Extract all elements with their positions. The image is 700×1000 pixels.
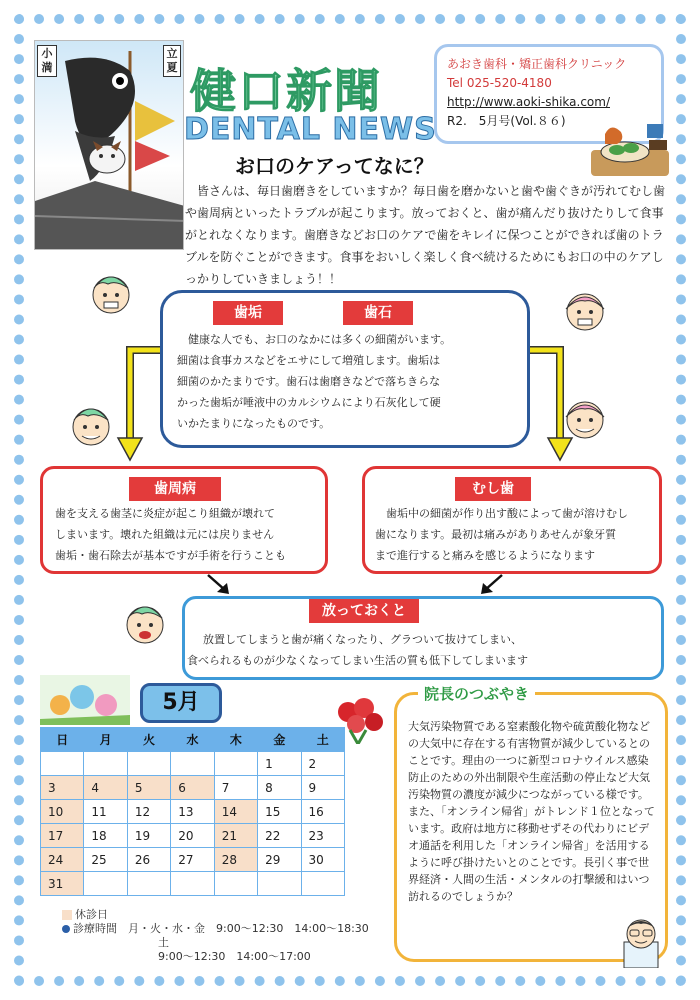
day-cell bbox=[84, 872, 127, 896]
boy-face-icon bbox=[66, 400, 116, 450]
dentist-icon bbox=[616, 912, 666, 968]
day-cell: 15 bbox=[258, 800, 301, 824]
calendar-week-row bbox=[41, 824, 345, 848]
day-cell: 16 bbox=[301, 800, 344, 824]
neglect-line: 放置してしまうと歯が痛くなったり、グラついて抜けてしまい、 bbox=[203, 633, 522, 646]
hours-weekday: 月・火・水・金 9:00～12:30 14:00～18:30 bbox=[128, 922, 369, 935]
day-cell: 25 bbox=[84, 848, 127, 872]
calendar-body bbox=[41, 752, 345, 896]
article-headline: お口のケアってなに？ bbox=[235, 154, 434, 178]
calendar-illustration bbox=[40, 675, 130, 725]
day-cell: 3 bbox=[41, 776, 84, 800]
holiday-legend: 休診日 bbox=[75, 908, 108, 921]
day-cell: 13 bbox=[171, 800, 214, 824]
koinobori-illustration bbox=[34, 40, 184, 250]
day-cell bbox=[127, 872, 170, 896]
hours-saturday-label: 土 bbox=[158, 936, 169, 949]
periodontal-tag: 歯周病 bbox=[129, 477, 221, 501]
day-cell: 18 bbox=[84, 824, 127, 848]
calendar-week-row bbox=[41, 776, 345, 800]
day-cell: 28 bbox=[214, 848, 257, 872]
day-cell bbox=[171, 752, 214, 776]
calendar-table bbox=[40, 727, 345, 896]
clinic-name: あおき歯科・矯正歯科クリニック bbox=[447, 57, 627, 71]
weekday-cell: 火 bbox=[127, 728, 170, 752]
caries-line: まで進行すると痛みを感じるようになります bbox=[375, 549, 595, 562]
boy-face-icon bbox=[120, 598, 170, 648]
periodontal-text bbox=[55, 503, 325, 566]
weekday-cell: 金 bbox=[258, 728, 301, 752]
calendar-week-row bbox=[41, 800, 345, 824]
arrow-down-right-icon bbox=[205, 572, 235, 598]
article-intro: 皆さんは、毎日歯磨きをしていますか？毎日歯を磨かないと歯や歯ぐきが汚れてむし歯や歯周病といったトラブルが起こります。放っておくと、歯が痛んだり抜けたりして食事がとれなくなります。歯磨きなどお口のケアで歯をキレイに保つことができれば歯のトラブルを防ぐことができます。食事をおいしく楽しく食べ続けるためにもお口の中のケアしっかりしていきましょう！！ bbox=[185, 184, 666, 286]
day-cell: 8 bbox=[258, 776, 301, 800]
day-cell: 7 bbox=[214, 776, 257, 800]
day-cell: 10 bbox=[41, 800, 84, 824]
periodontal-line: しまいます。壊れた組織は元には戻りません bbox=[55, 528, 275, 541]
calendar-month-label: 5月 bbox=[140, 683, 222, 723]
weekday-cell: 土 bbox=[301, 728, 344, 752]
day-cell bbox=[127, 752, 170, 776]
tartar-tag: 歯石 bbox=[343, 301, 413, 325]
day-cell: 26 bbox=[127, 848, 170, 872]
plaque-text bbox=[177, 329, 517, 434]
day-cell: 20 bbox=[171, 824, 214, 848]
caries-text bbox=[375, 503, 660, 566]
issue-number: R2. 5月号(Vol.８６) bbox=[447, 114, 566, 128]
day-cell bbox=[214, 752, 257, 776]
day-cell: 11 bbox=[84, 800, 127, 824]
koinobori-label-right: 立夏 bbox=[163, 45, 181, 77]
plaque-tag: 歯垢 bbox=[213, 301, 283, 325]
neglect-text bbox=[185, 629, 655, 671]
clinic-hours bbox=[62, 908, 369, 964]
weekday-cell: 月 bbox=[84, 728, 127, 752]
plaque-line: かった歯垢が唾液中のカルシウムにより石灰化して硬 bbox=[177, 396, 441, 409]
plaque-line: いかたまりになったものです。 bbox=[177, 417, 331, 430]
day-cell: 27 bbox=[171, 848, 214, 872]
weekday-cell: 日 bbox=[41, 728, 84, 752]
newsletter-subtitle: DENTAL NEWS bbox=[184, 112, 437, 147]
day-cell: 21 bbox=[214, 824, 257, 848]
boy-face-icon bbox=[86, 268, 136, 318]
caries-line: 歯になります。最初は痛みがありあせんが象牙質 bbox=[375, 528, 617, 541]
arrow-down-left-icon bbox=[475, 572, 505, 598]
day-cell: 19 bbox=[127, 824, 170, 848]
girl-face-icon bbox=[560, 285, 610, 335]
day-cell bbox=[41, 752, 84, 776]
plaque-line: 細菌のかたまりです。歯石は歯磨きなどで落ちきらな bbox=[177, 375, 441, 388]
tea-kashiwamochi-illustration bbox=[585, 118, 673, 180]
neglect-box bbox=[182, 596, 664, 680]
clinic-tel: Tel 025-520-4180 bbox=[447, 76, 552, 90]
day-cell bbox=[301, 872, 344, 896]
day-cell: 24 bbox=[41, 848, 84, 872]
calendar-week-row bbox=[41, 872, 345, 896]
director-column-title: 院長のつぶやき bbox=[418, 683, 535, 704]
day-cell: 14 bbox=[214, 800, 257, 824]
day-cell bbox=[84, 752, 127, 776]
clinic-url-link[interactable]: http://www.aoki-shika.com/ bbox=[447, 95, 610, 109]
periodontal-line: 歯垢・歯石除去が基本ですが手術を行うことも bbox=[55, 549, 286, 562]
neglect-tag: 放っておくと bbox=[309, 599, 419, 623]
director-column-text: 大気汚染物質である窒素酸化物や硫黄酸化物などの大気中に存在する有害物質が減少しているとのことです。理由の一つに新型コロナウイルス感染防止のための外出制限や生産活動の停止など大気汚染物質の濃度が減少につながっている様です。また、「オンライン帰省」がトレンド１位となっています。政府は地方に移動せずその代わりにビデオ通話を利用した「オンライン帰省」を活用するように呼び掛けたいとのことです。長引く事で世界経済・人間の生活・メンタルの打撃緩和はいつ訪れるのでしょうか？ bbox=[408, 720, 655, 903]
day-cell: 22 bbox=[258, 824, 301, 848]
hours-label: 診療時間 bbox=[73, 922, 117, 935]
plaque-tartar-box bbox=[160, 290, 530, 448]
plaque-line: 細菌は食事カスなどをエサにして増殖します。歯垢は bbox=[177, 354, 441, 367]
calendar-weekday-row bbox=[41, 728, 345, 752]
periodontal-disease-box bbox=[40, 466, 328, 574]
calendar-week-row bbox=[41, 752, 345, 776]
day-cell: 23 bbox=[301, 824, 344, 848]
day-cell: 1 bbox=[258, 752, 301, 776]
koinobori-label-left: 小満 bbox=[37, 45, 57, 77]
bullet-icon bbox=[62, 925, 70, 933]
caries-line: 歯垢中の細菌が作り出す酸によって歯が溶けむし bbox=[386, 507, 628, 520]
plaque-line: 健康な人でも、お口のなかには多くの細菌がいます。 bbox=[188, 333, 452, 346]
day-cell bbox=[171, 872, 214, 896]
day-cell: 29 bbox=[258, 848, 301, 872]
caries-tag: むし歯 bbox=[455, 477, 531, 501]
day-cell: 17 bbox=[41, 824, 84, 848]
day-cell: 5 bbox=[127, 776, 170, 800]
day-cell: 2 bbox=[301, 752, 344, 776]
day-cell: 4 bbox=[84, 776, 127, 800]
calendar-week-row bbox=[41, 848, 345, 872]
day-cell: 12 bbox=[127, 800, 170, 824]
caries-box bbox=[362, 466, 662, 574]
day-cell: 9 bbox=[301, 776, 344, 800]
newsletter-title: 健口新聞 bbox=[190, 64, 382, 118]
day-cell: 31 bbox=[41, 872, 84, 896]
day-cell bbox=[214, 872, 257, 896]
weekday-cell: 水 bbox=[171, 728, 214, 752]
day-cell: 6 bbox=[171, 776, 214, 800]
day-cell bbox=[258, 872, 301, 896]
holiday-swatch bbox=[62, 910, 72, 920]
day-cell: 30 bbox=[301, 848, 344, 872]
koinobori-drawing bbox=[35, 41, 184, 250]
weekday-cell: 木 bbox=[214, 728, 257, 752]
hours-saturday: 9:00～12:30 14:00～17:00 bbox=[158, 950, 311, 963]
periodontal-line: 歯を支える歯茎に炎症が起こり組織が壊れて bbox=[55, 507, 275, 520]
neglect-line: 食べられるものが少なくなってしまい生活の質も低下してしまいます bbox=[187, 654, 528, 667]
